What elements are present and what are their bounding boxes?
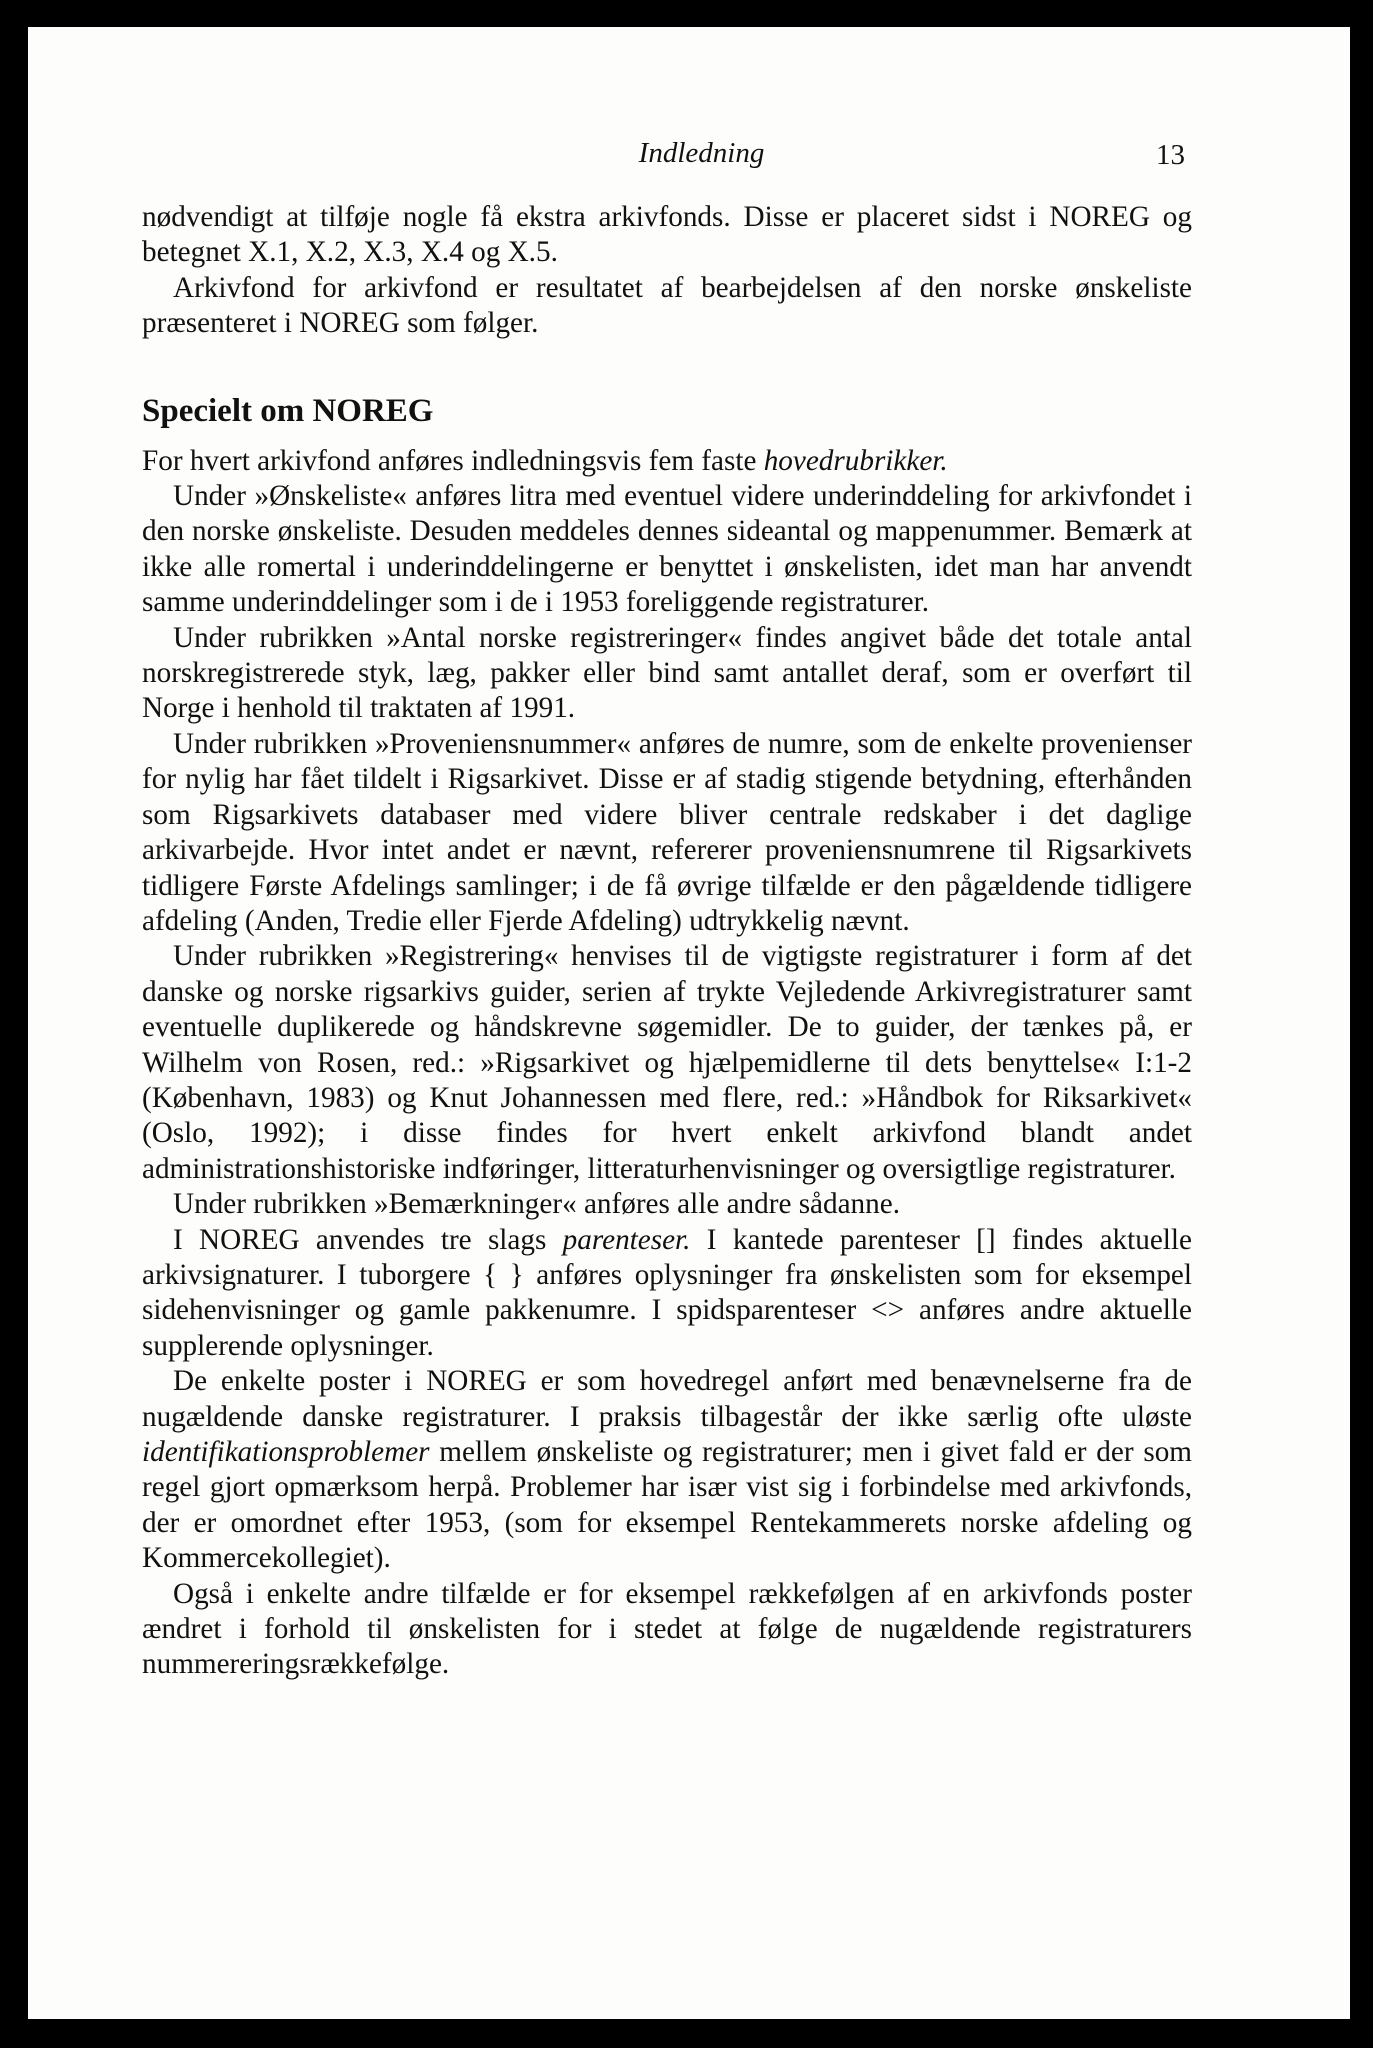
intro-italic: hovedrubrikker. [763,444,948,477]
paragraph-identifikation [142,1364,1192,1576]
document-page [28,27,1350,2019]
parenteser-after: I kantede parenteser [] findes aktuelle arkivsignaturer. I tuborgere { } anføres oplysninger fra ønskelisten som for eksempel sidehenvisninger og gamle pakkenumre. I spidsparenteser <> anføres andre aktuelle supplerende oplysninger. [142,1223,1192,1362]
page-number: 13 [1156,139,1185,171]
intro-text: For hvert arkivfond anføres indledningsvis fem faste [142,444,764,477]
paragraph-parenteser [142,1223,1192,1365]
paragraph-raekkefolge: Også i enkelte andre tilfælde er for eksempel rækkefølgen af en arkivfonds poster ændret i forhold til ønskelisten for i stedet at følge de nugældende registraturers nummereringsrækkefølge. [142,1577,1192,1681]
paragraph-antal: Under rubrikken »Antal norske registreringer« findes angivet både det totale antal norskregistrerede styk, læg, pakker eller bind samt antallet deraf, som er overført til Norge i henhold til traktaten af 1991. [142,621,1192,725]
paragraph-proveniens: Under rubrikken »Proveniensnummer« anføres de numre, som de enkelte provenienser for nylig har fået tildelt i Rigsarkivet. Disse er af stadig stigende betydning, efterhånden som Rigsarkivets databaser med videre bliver centrale redskaber i det daglige arkivarbejde. Hvor intet andet er nævnt, refererer proveniensnumrene til Rigsarkivets tidligere Første Afdelings samlinger; i de få øvrige tilfælde er den pågældende tidligere afdeling (Anden, Tredie eller Fjerde Afdeling) udtrykkelig nævnt. [142,727,1192,937]
identifikation-text: De enkelte poster i NOREG er som hovedregel anført med benævnelserne fra de nugældende danske registraturer. I praksis tilbagestår der ikke særlig ofte uløste [142,1365,1192,1433]
paragraph-intro [142,444,1192,479]
identifikation-after: mellem ønskeliste og registraturer; men i givet fald er der som regel gjort opmærksom herpå. Problemer har især vist sig i forbindelse med arkivfonds, der er omordnet efter 1953, (som for eksempel Rentekammerets norske afdeling og Kommercekollegiet). [142,1436,1192,1575]
parenteser-italic: parenteser. [562,1223,691,1256]
paragraph-registrering: Under rubrikken »Registrering« henvises til de vigtigste registraturer i form af det danske og norske rigsarkivs guider, serien af trykte Vejledende Arkivregistraturer samt eventuelle duplikerede og håndskrevne søgemidler. De to guider, der tænkes på, er Wilhelm von Rosen, red.: »Rigsarkivet og hjælpemidlerne til dets benyttelse« I:1-2 (København, 1983) og Knut Johannessen med flere, red.: »Håndbok for Riksarkivet« (Oslo, 1992); i disse findes for hvert enkelt arkivfond blandt andet administrationshistoriske indføringer, litteraturhenvisninger og oversigtlige registraturer. [142,940,1192,1185]
paragraph-onskeliste: Under »Ønskeliste« anføres litra med eventuel videre underinddeling for arkivfondet i den norske ønskeliste. Desuden meddeles dennes sideantal og mappenummer. Bemærk at ikke alle romertal i underinddelingerne er benyttet i ønskelisten, idet man har anvendt samme underinddelinger som i de i 1953 foreliggende registraturer. [142,480,1192,619]
section-heading: Specielt om NOREG [142,392,434,429]
paragraph-arkivfond: Arkivfond for arkivfond er resultatet af bearbejdelsen af den norske ønskeliste præsenteret i NOREG som følger. [142,271,1192,340]
running-title: Indledning [638,137,765,169]
parenteser-text: I NOREG anvendes tre slags [173,1223,563,1256]
paragraph-continuation: nødvendigt at tilføje nogle få ekstra arkivfonds. Disse er placeret sidst i NOREG og betegnet X.1, X.2, X.3, X.4 og X.5. [142,201,1192,269]
running-head [28,131,1350,171]
identifikation-italic: identifikationsproblemer [142,1436,430,1468]
body-text [142,200,1192,1683]
paragraph-bemaerkninger: Under rubrikken »Bemærkninger« anføres alle andre sådanne. [173,1188,900,1221]
